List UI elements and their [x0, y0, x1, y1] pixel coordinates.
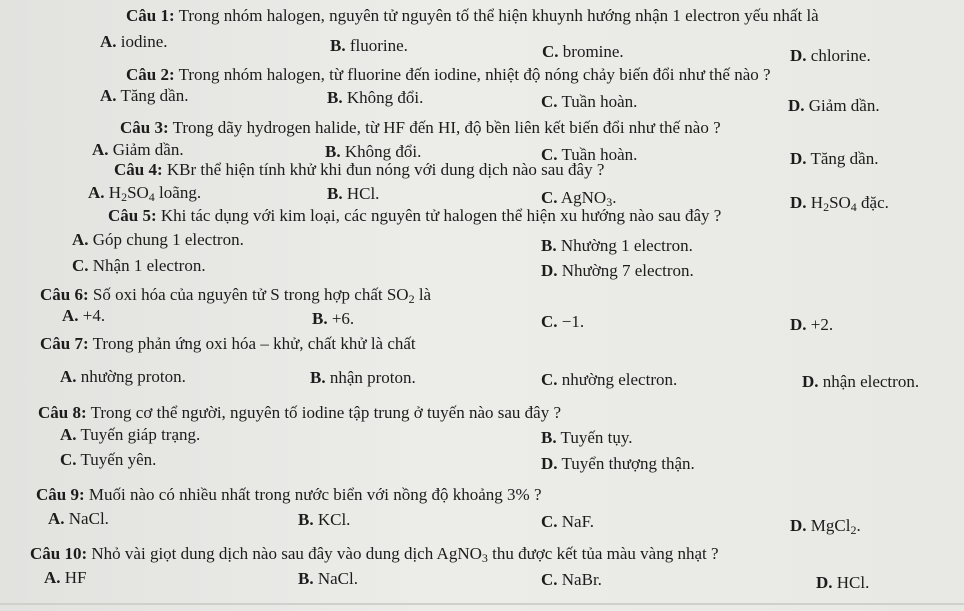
option-text: nhận electron.	[822, 372, 920, 391]
question-number: Câu 4:	[114, 160, 163, 179]
question-2	[126, 65, 771, 85]
option-letter: D.	[816, 573, 833, 592]
option-b	[298, 569, 358, 589]
option-b	[327, 88, 423, 108]
option-letter: A.	[60, 425, 77, 444]
option-b	[330, 36, 408, 56]
option-letter: D.	[790, 46, 807, 65]
option-letter: D.	[790, 516, 807, 535]
question-3	[120, 118, 721, 138]
question-text: KBr thể hiện tính khử khi đun nóng với dung dịch nào sau đây ?	[166, 160, 605, 179]
question-number: Câu 6:	[40, 285, 89, 304]
question-text: Khi tác dụng với kim loại, các nguyên tử halogen thể hiện xu hướng nào sau đây ?	[160, 206, 722, 225]
question-8	[38, 403, 561, 423]
question-text: Số oxi hóa của nguyên tử S trong hợp chất $SO_2$ là	[92, 285, 432, 306]
question-number: Câu 2:	[126, 65, 175, 84]
question-5	[108, 206, 721, 226]
option-letter: B.	[327, 184, 343, 203]
option-b	[325, 142, 421, 162]
option-c	[72, 256, 206, 276]
option-b	[541, 236, 693, 256]
option-text: Giảm dần.	[112, 140, 184, 159]
option-letter: D.	[802, 372, 819, 391]
option-text: Tuần hoàn.	[561, 145, 638, 164]
option-c	[60, 450, 156, 470]
option-text: MgCl$_2$.	[810, 516, 861, 537]
question-text: Trong nhóm halogen, nguyên tử nguyên tố thể hiện khuynh hướng nhận 1 electron yếu nhất là	[178, 6, 819, 25]
option-text: iodine.	[120, 32, 168, 51]
option-text: −1.	[561, 312, 585, 331]
option-letter: C.	[541, 312, 558, 331]
option-text: HCl.	[346, 184, 380, 203]
option-letter: B.	[327, 88, 343, 107]
option-text: NaCl.	[317, 569, 358, 588]
option-letter: C.	[541, 370, 558, 389]
option-letter: C.	[541, 145, 558, 164]
option-text: KCl.	[317, 510, 351, 529]
question-text: Trong dãy hydrogen halide, từ HF đến HI, độ bền liên kết biến đổi như thế nào ?	[172, 118, 721, 137]
option-text: $H_2SO_4$ đặc.	[810, 193, 889, 214]
option-letter: D.	[541, 261, 558, 280]
option-text: +2.	[810, 315, 834, 334]
question-10	[30, 544, 719, 568]
option-text: nhường electron.	[561, 370, 678, 389]
option-letter: D.	[790, 193, 807, 212]
option-letter: B.	[298, 569, 314, 588]
option-letter: A.	[60, 367, 77, 386]
option-b	[541, 428, 633, 448]
option-a	[44, 568, 87, 588]
question-number: Câu 8:	[38, 403, 87, 422]
option-text: $H_2SO_4$ loãng.	[108, 183, 202, 204]
option-text: NaCl.	[68, 509, 109, 528]
question-text: Trong nhóm halogen, từ fluorine đến iodine, nhiệt độ nóng chảy biến đổi như thế nào ?	[178, 65, 771, 84]
option-c	[541, 512, 594, 532]
option-letter: A.	[100, 86, 117, 105]
question-9	[36, 485, 542, 505]
question-number: Câu 1:	[126, 6, 175, 25]
option-letter: D.	[790, 149, 807, 168]
option-d	[790, 46, 871, 66]
question-number: Câu 3:	[120, 118, 169, 137]
option-text: nhường proton.	[80, 367, 186, 386]
option-letter: C.	[60, 450, 77, 469]
question-4	[114, 160, 604, 180]
option-letter: C.	[541, 512, 558, 531]
option-text: NaBr.	[561, 570, 602, 589]
option-letter: A.	[92, 140, 109, 159]
option-d	[816, 573, 869, 593]
option-text: Tăng dần.	[810, 149, 879, 168]
option-a	[60, 425, 200, 445]
option-text: Tuyến giáp trạng.	[80, 425, 201, 444]
option-letter: C.	[542, 42, 559, 61]
option-text: Góp chung 1 electron.	[92, 230, 244, 249]
option-text: Tuần hoàn.	[561, 92, 638, 111]
question-number: Câu 7:	[40, 334, 89, 353]
option-a	[60, 367, 186, 387]
option-text: Nhận 1 electron.	[92, 256, 206, 275]
option-text: Tuyến yên.	[80, 450, 157, 469]
option-text: HCl.	[836, 573, 870, 592]
question-number: Câu 5:	[108, 206, 157, 225]
option-b	[312, 309, 354, 329]
question-7	[40, 334, 416, 354]
option-a	[100, 86, 188, 106]
option-text: nhận proton.	[329, 368, 416, 387]
question-number: Câu 9:	[36, 485, 85, 504]
option-a	[100, 32, 168, 52]
option-text: +4.	[82, 306, 106, 325]
option-letter: A.	[62, 306, 79, 325]
option-letter: C.	[541, 92, 558, 111]
option-text: AgNO$_3$.	[560, 188, 617, 209]
option-text: chlorine.	[810, 46, 871, 65]
option-text: +6.	[331, 309, 355, 328]
option-text: Không đổi.	[346, 88, 424, 107]
option-a	[62, 306, 105, 326]
page-bottom-edge	[0, 603, 964, 605]
option-b	[327, 184, 379, 204]
option-text: Tuyển thượng thận.	[561, 454, 695, 473]
option-d	[788, 96, 880, 116]
option-d	[802, 372, 919, 392]
option-c	[541, 312, 584, 332]
option-b	[310, 368, 416, 388]
option-text: Tăng dần.	[120, 86, 189, 105]
option-letter: B.	[541, 236, 557, 255]
option-text: HF	[64, 568, 87, 587]
option-letter: B.	[298, 510, 314, 529]
option-letter: D.	[790, 315, 807, 334]
option-letter: D.	[541, 454, 558, 473]
option-letter: A.	[72, 230, 89, 249]
option-a	[48, 509, 109, 529]
option-b	[298, 510, 350, 530]
option-letter: B.	[310, 368, 326, 387]
option-letter: C.	[541, 570, 558, 589]
option-text: bromine.	[562, 42, 624, 61]
option-c	[541, 570, 602, 590]
question-1	[126, 6, 819, 26]
option-d	[541, 454, 695, 474]
question-text: Trong cơ thể người, nguyên tố iodine tập trung ở tuyến nào sau đây ?	[90, 403, 562, 422]
option-text: NaF.	[561, 512, 594, 531]
option-c	[541, 370, 677, 390]
option-d	[790, 315, 833, 335]
option-c	[541, 92, 637, 112]
option-text: Tuyến tụy.	[560, 428, 633, 447]
option-letter: A.	[48, 509, 65, 528]
question-number: Câu 10:	[30, 544, 88, 563]
option-a	[92, 140, 184, 160]
option-letter: B.	[312, 309, 328, 328]
option-text: fluorine.	[349, 36, 408, 55]
question-text: Trong phản ứng oxi hóa – khử, chất khử là chất	[92, 334, 416, 353]
option-d	[790, 149, 878, 169]
option-letter: B.	[330, 36, 346, 55]
question-text: Nhỏ vài giọt dung dịch nào sau đây vào dung dịch AgNO$_3$ thu được kết tủa màu vàng nhạt ?	[91, 544, 719, 565]
option-text: Nhường 1 electron.	[560, 236, 693, 255]
option-a	[88, 183, 201, 207]
option-d	[790, 193, 889, 217]
option-c	[542, 42, 624, 62]
option-letter: D.	[788, 96, 805, 115]
option-text: Giảm dần.	[808, 96, 880, 115]
option-text: Nhường 7 electron.	[561, 261, 694, 280]
option-a	[72, 230, 244, 250]
option-text: Không đổi.	[344, 142, 422, 161]
option-d	[790, 516, 861, 540]
question-text: Muối nào có nhiều nhất trong nước biển với nồng độ khoảng 3% ?	[88, 485, 542, 504]
option-letter: C.	[541, 188, 558, 207]
option-letter: A.	[100, 32, 117, 51]
option-d	[541, 261, 694, 281]
option-letter: B.	[541, 428, 557, 447]
option-letter: A.	[44, 568, 61, 587]
option-letter: C.	[72, 256, 89, 275]
option-letter: A.	[88, 183, 105, 202]
option-letter: B.	[325, 142, 341, 161]
